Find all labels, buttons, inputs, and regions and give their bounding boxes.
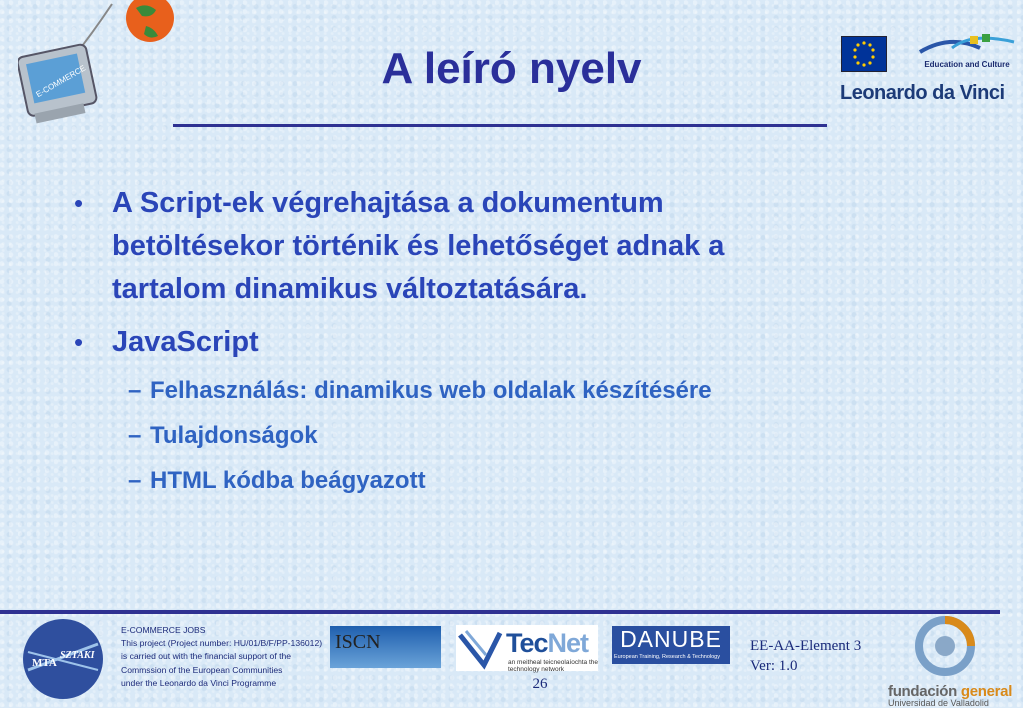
fundacion-general-label: fundación general xyxy=(888,683,1013,700)
bullet-marker: • xyxy=(74,327,84,357)
subbullet-item: Felhasználás: dinamikus web oldalak készítésére xyxy=(150,377,712,404)
leonardo-da-vinci-label: Leonardo da Vinci xyxy=(840,82,1005,104)
subbullet-marker: – xyxy=(128,377,142,404)
footer-divider xyxy=(0,610,1000,614)
tecnet-tagline: an meitheal teicneolaíochta the technology network xyxy=(508,659,598,673)
svg-text:MTA: MTA xyxy=(32,657,57,669)
footer-line: This project (Project number: HU/01/B/F/PP-136012) xyxy=(121,638,323,649)
footer-project-text xyxy=(121,624,331,690)
footer-line: E-COMMERCE JOBS xyxy=(121,625,206,635)
svg-text:SZTAKI: SZTAKI xyxy=(60,650,95,661)
footer-line: under the Leonardo da Vinci Programme xyxy=(121,677,277,688)
element-version-info xyxy=(750,636,861,676)
bullet-line: JavaScript xyxy=(112,326,259,358)
ecommerce-computer-logo xyxy=(18,0,178,130)
universidad-valladolid-label: Universidad de Valladolid xyxy=(888,698,989,708)
subbullet-item: Tulajdonságok xyxy=(150,422,318,449)
danube-tagline: European Training, Research & Technology xyxy=(614,654,720,660)
footer-line: is carried out with the financial support of the xyxy=(121,651,292,662)
footer-line: Commssion of the European Communities xyxy=(121,664,283,675)
svg-text:E-COMMERCE: E-COMMERCE xyxy=(34,63,88,100)
bullet-line: A Script-ek végrehajtása a dokumentum xyxy=(112,187,664,219)
version-label: Ver: 1.0 xyxy=(750,658,798,674)
subbullet-item: HTML kódba beágyazott xyxy=(150,467,426,494)
iscn-label: ISCN xyxy=(335,631,381,653)
subbullet-marker: – xyxy=(128,422,142,449)
page-number: 26 xyxy=(532,676,548,692)
tecnet-label: TecNet xyxy=(506,628,589,658)
education-culture-label: Education and Culture xyxy=(924,60,1010,69)
tecnet-mark-icon xyxy=(456,625,504,671)
mta-sztaki-logo xyxy=(22,618,104,700)
eu-flag-icon xyxy=(841,36,887,72)
fundacion-general-logo xyxy=(915,616,975,676)
bullet-line: tartalom dinamikus változtatására. xyxy=(112,273,588,305)
bullet-line: betöltésekor történik és lehetőséget adnak a xyxy=(112,230,725,262)
subbullet-marker: – xyxy=(128,467,142,494)
slide-title: A leíró nyelv xyxy=(381,44,642,93)
element-id: EE-AA-Element 3 xyxy=(750,638,862,654)
title-divider xyxy=(173,124,827,127)
bullet-marker: • xyxy=(74,188,84,218)
danube-label: DANUBE xyxy=(620,626,722,652)
